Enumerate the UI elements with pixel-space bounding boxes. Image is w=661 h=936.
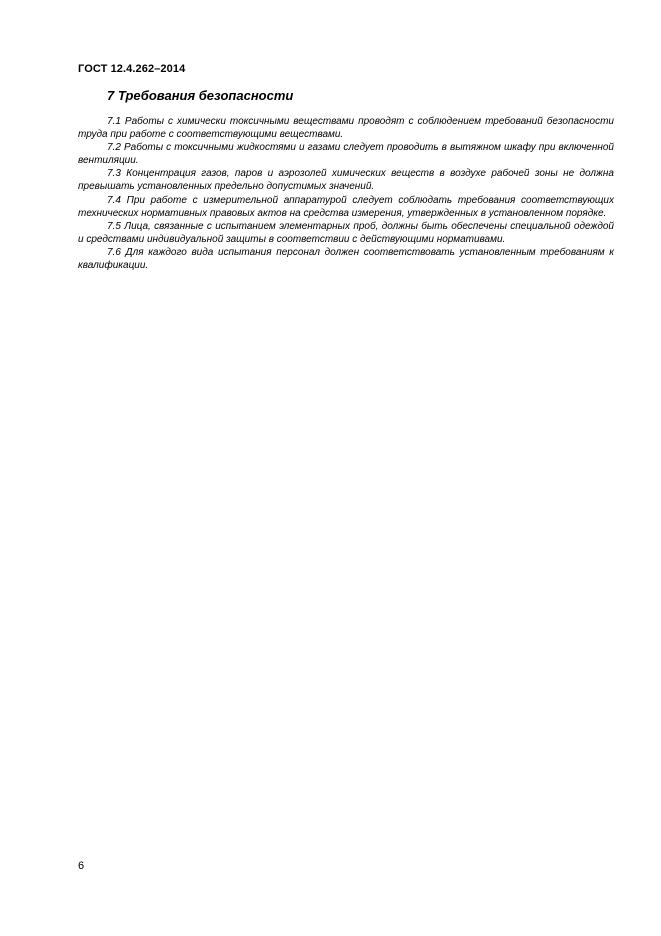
document-header: ГОСТ 12.4.262–2014	[78, 63, 186, 75]
paragraph-7-6: 7.6 Для каждого вида испытания персонал должен соответствовать установленным требованиям к квалификации.	[78, 246, 614, 272]
section-title: 7 Требования безопасности	[107, 88, 294, 103]
paragraph-7-4: 7.4 При работе с измерительной аппаратурой следует соблюдать требования соответствующих технических нормативных правовых актов на средства измерения, утвержденных в установленном порядке.	[78, 194, 614, 219]
paragraph-7-2: 7.2 Работы с токсичными жидкостями и газами следует проводить в вытяжном шкафу при включенной вентиляции.	[78, 142, 614, 167]
section-body	[78, 115, 614, 272]
paragraph-7-5: 7.5 Лица, связанные с испытанием элементарных проб, должны быть обеспечены специальной одеждой и средствами индивидуальной защиты в соответствии с действующими нормативами.	[78, 220, 614, 245]
paragraph-7-3: 7.3 Концентрация газов, паров и аэрозолей химических веществ в воздухе рабочей зоны не должна превышать установленных предельно допустимых значений.	[78, 168, 614, 193]
paragraph-7-1: 7.1 Работы с химически токсичными веществами проводят с соблюдением требований безопасности труда при работе с соответствующими веществами.	[78, 116, 614, 141]
page-number: 6	[78, 860, 85, 872]
